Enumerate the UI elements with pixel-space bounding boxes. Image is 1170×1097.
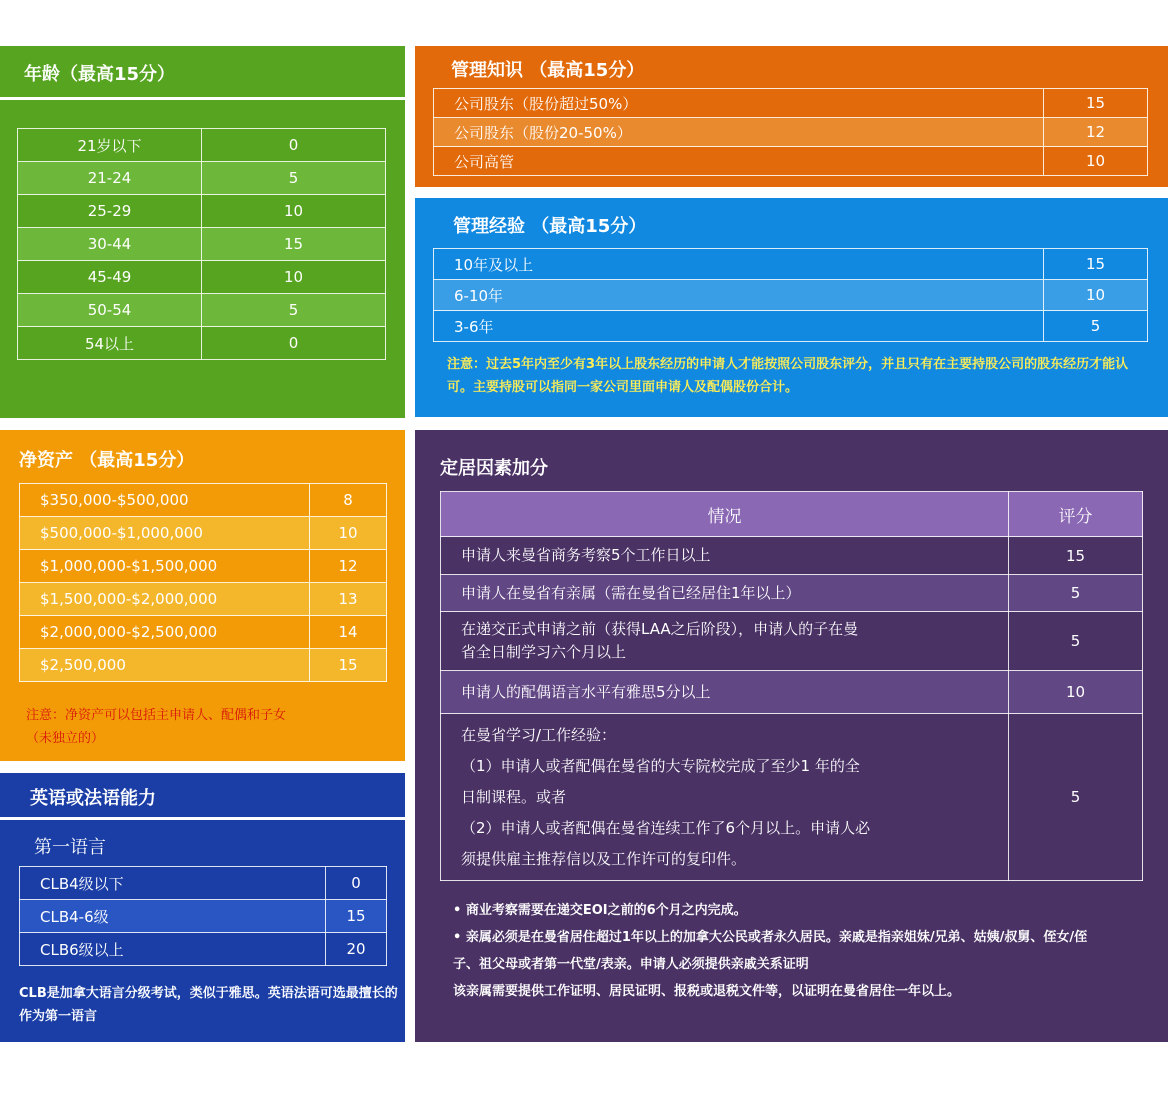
settlement-score: 5 [1009,575,1143,612]
row-score: 12 [310,550,387,583]
table-row [20,900,387,933]
settlement-score: 10 [1009,671,1143,714]
management-knowledge-panel [415,46,1168,187]
table-row [441,537,1143,575]
situation-line: 日制课程。或者 [461,787,567,806]
situation-line: （1）申请人或者配偶在曼省的大专院校完成了至少1 年的全 [461,756,860,775]
table-row [20,583,387,616]
settlement-note-line: 子、祖父母或者第一代堂/表亲。申请人必须提供亲戚关系证明 [453,957,809,972]
situation-line: 在递交正式申请之前（获得LAA之后阶段），申请人的子在曼 [461,620,859,638]
management-experience-title: 管理经验 （最高15分） [453,216,647,237]
settlement-situation [441,612,1009,671]
table-row [434,89,1148,118]
row-score: 10 [202,195,386,228]
table-row [434,249,1148,280]
net-assets-note-line2: （未独立的） [26,731,105,746]
settlement-situation [441,575,1009,612]
management-knowledge-table [433,88,1148,176]
row-label: $350,000-$500,000 [20,484,310,517]
management-experience-table [433,248,1148,342]
row-score: 20 [326,933,387,966]
row-score: 15 [326,900,387,933]
situation-line: 在曼省学习/工作经验： [461,725,617,744]
management-experience-note: 注意：过去5年内至少有3年以上股东经历的申请人才能按照公司股东评分，并且只有在主要持股公司的股东经历才能认可。主要持股可以指同一家公司里面申请人及配偶股份合计。 [447,357,1129,395]
row-label: 公司股东（股份20-50%） [434,118,1044,147]
row-score: 8 [310,484,387,517]
row-score: 0 [202,129,386,162]
net-assets-table [19,483,387,682]
row-label: 45-49 [18,261,202,294]
situation-line: 省全日制学习六个月以上 [461,643,627,661]
row-score: 13 [310,583,387,616]
table-row [434,147,1148,176]
row-score: 15 [1044,89,1148,118]
table-row [20,867,387,900]
table-row [20,550,387,583]
settlement-score: 5 [1009,612,1143,671]
row-label: 公司股东（股份超过50%） [434,89,1044,118]
table-row [441,714,1143,881]
row-label: 54以上 [18,327,202,360]
settlement-header-score: 评分 [1009,492,1143,537]
settlement-header-situation: 情况 [441,492,1009,537]
row-label: $2,500,000 [20,649,310,682]
row-score: 5 [202,162,386,195]
row-label: 6-10年 [434,280,1044,311]
row-score: 0 [326,867,387,900]
settlement-table [440,491,1143,881]
table-row [18,261,386,294]
language-divider [0,817,405,820]
row-label: $500,000-$1,000,000 [20,517,310,550]
settlement-title: 定居因素加分 [440,458,548,479]
settlement-panel [415,430,1168,1042]
net-assets-note [26,704,326,750]
row-score: 5 [1044,311,1148,342]
age-divider [0,97,405,100]
row-label: CLB4级以下 [20,867,326,900]
settlement-score: 5 [1009,714,1143,881]
language-table [19,866,387,966]
table-row [20,933,387,966]
table-row [20,484,387,517]
row-label: 21岁以下 [18,129,202,162]
situation-line: 申请人的配偶语言水平有雅思5分以上 [461,682,711,701]
row-label: 50-54 [18,294,202,327]
net-assets-panel [0,430,405,761]
row-label: CLB4-6级 [20,900,326,933]
row-score: 10 [202,261,386,294]
row-score: 10 [310,517,387,550]
situation-line: 申请人在曼省有亲属（需在曼省已经居住1年以上） [461,583,801,602]
age-table [17,128,386,360]
table-row [434,118,1148,147]
row-score: 12 [1044,118,1148,147]
settlement-situation [441,537,1009,575]
row-label: 25-29 [18,195,202,228]
situation-line: 申请人来曼省商务考察5个工作日以上 [461,546,711,564]
row-label: $1,000,000-$1,500,000 [20,550,310,583]
row-label: 21-24 [18,162,202,195]
row-label: 公司高管 [434,147,1044,176]
table-row [18,228,386,261]
row-score: 14 [310,616,387,649]
language-title: 英语或法语能力 [30,788,156,809]
row-label: CLB6级以上 [20,933,326,966]
situation-line: 须提供雇主推荐信以及工作许可的复印件。 [461,849,747,868]
row-label: 3-6年 [434,311,1044,342]
language-note: CLB是加拿大语言分级考试，类似于雅思。英语法语可选最擅长的作为第一语言 [19,986,398,1024]
table-row [441,575,1143,612]
table-row [18,162,386,195]
settlement-header-row [441,492,1143,537]
age-panel [0,46,405,418]
settlement-note-line: • 亲属必须是在曼省居住超过1年以上的加拿大公民或者永久居民。亲戚是指亲姐妹/兄弟、姑姨/叔舅、侄女/侄 [453,930,1088,945]
row-score: 10 [1044,280,1148,311]
settlement-note-line: 该亲属需要提供工作证明、居民证明、报税或退税文件等，以证明在曼省居住一年以上。 [453,984,961,999]
net-assets-title: 净资产 （最高15分） [19,450,195,471]
row-score: 5 [202,294,386,327]
row-score: 10 [1044,147,1148,176]
settlement-situation [441,714,1009,881]
situation-line: （2）申请人或者配偶在曼省连续工作了6个月以上。申请人必 [461,818,871,837]
settlement-score: 15 [1009,537,1143,575]
row-score: 15 [1044,249,1148,280]
table-row [18,327,386,360]
net-assets-note-line1: 注意：净资产可以包括主申请人、配偶和子女 [26,708,287,723]
row-label: 30-44 [18,228,202,261]
table-row [18,294,386,327]
row-score: 15 [310,649,387,682]
management-knowledge-title: 管理知识 （最高15分） [451,60,645,81]
table-row [18,195,386,228]
table-row [434,280,1148,311]
row-label: $1,500,000-$2,000,000 [20,583,310,616]
table-row [20,649,387,682]
row-label: 10年及以上 [434,249,1044,280]
table-row [441,612,1143,671]
table-row [441,671,1143,714]
table-row [434,311,1148,342]
row-score: 15 [202,228,386,261]
age-title: 年龄（最高15分） [24,64,176,85]
table-row [20,616,387,649]
row-score: 0 [202,327,386,360]
settlement-situation [441,671,1009,714]
settlement-note-line: • 商业考察需要在递交EOI之前的6个月之内完成。 [453,903,747,918]
table-row [18,129,386,162]
table-row [20,517,387,550]
management-experience-panel [415,198,1168,417]
language-panel [0,773,405,1042]
row-label: $2,000,000-$2,500,000 [20,616,310,649]
language-subtitle: 第一语言 [34,837,106,858]
